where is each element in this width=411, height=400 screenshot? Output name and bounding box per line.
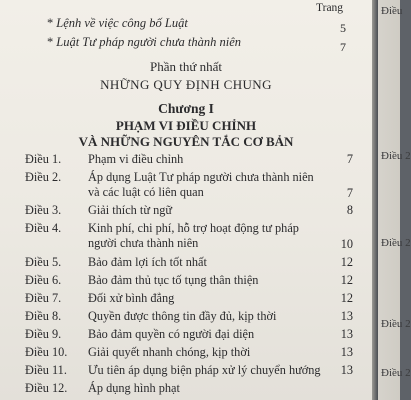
adjacent-page-edge xyxy=(378,0,411,400)
article-title: Kinh phí, chi phí, hỗ trợ hoạt động tư pháp người chưa thành niên xyxy=(88,221,299,250)
article-title: Bảo đảm lợi ích tốt nhất xyxy=(88,255,207,269)
article-page: 8 xyxy=(346,203,353,217)
article-page: 13 xyxy=(340,363,353,377)
adjacent-page-text: Điều 2 xyxy=(381,367,411,379)
article-label: Điều 7. xyxy=(25,291,62,305)
toc-row-article-9[interactable] xyxy=(0,327,372,345)
star-icon: * xyxy=(47,16,54,30)
article-label: Điều 2. xyxy=(25,170,62,184)
article-label: Điều 5. xyxy=(25,255,62,269)
article-page: 12 xyxy=(340,291,353,305)
article-label: Điều 9. xyxy=(25,327,62,341)
toc-row-article-5[interactable] xyxy=(0,255,372,273)
toc-entry-text: Luật Tư pháp người chưa thành niên xyxy=(56,35,242,49)
article-page: 10 xyxy=(340,237,353,251)
toc-row-article-7[interactable] xyxy=(0,291,372,309)
article-page: 7 xyxy=(346,186,353,200)
chapter-heading: Chương I xyxy=(158,101,214,116)
article-page: 12 xyxy=(340,273,353,287)
toc-entry-law[interactable] xyxy=(47,35,241,50)
article-page: 12 xyxy=(340,255,353,269)
article-title: Phạm vi điều chỉnh xyxy=(88,152,184,166)
article-label: Điều 10. xyxy=(25,345,68,359)
toc-entry-text: Lệnh về việc công bố Luật xyxy=(56,16,188,30)
page-column-header: Trang xyxy=(316,2,344,14)
part-heading: Phần thứ nhất xyxy=(149,59,223,74)
article-title: Bảo đảm thủ tục tố tụng thân thiện xyxy=(88,273,259,287)
adjacent-page-text: Điều 2 xyxy=(381,150,411,162)
article-label: Điều 3. xyxy=(25,203,62,217)
star-icon: * xyxy=(47,35,54,49)
article-label: Điều 8. xyxy=(25,309,62,323)
adjacent-page-text: Điều 2 xyxy=(381,237,411,249)
chapter-title-line-2: VÀ NHỮNG NGUYÊN TẮC CƠ BẢN xyxy=(78,134,294,149)
toc-entry-page: 7 xyxy=(340,40,346,54)
toc-row-article-2[interactable] xyxy=(0,170,372,204)
chapter-title-line-1: PHẠM VI ĐIỀU CHỈNH xyxy=(115,118,257,133)
article-title: Áp dụng Luật Tư pháp người chưa thành niên và các luật có liên quan xyxy=(88,170,314,199)
toc-row-article-11[interactable] xyxy=(0,363,372,381)
article-title: Giải thích từ ngữ xyxy=(88,203,173,217)
toc-row-article-4[interactable] xyxy=(0,221,372,255)
article-title: Ưu tiên áp dụng biện pháp xử lý chuyển hướng xyxy=(88,363,321,377)
article-label: Điều 6. xyxy=(25,273,62,287)
adjacent-page-text: Điều 2 xyxy=(381,318,411,330)
toc-row-article-1[interactable] xyxy=(0,152,372,170)
article-label: Điều 1. xyxy=(25,152,62,166)
article-label: Điều 4. xyxy=(25,221,62,235)
article-page: 13 xyxy=(340,327,353,341)
article-title: Quyền được thông tin đầy đủ, kịp thời xyxy=(88,309,277,323)
adjacent-page-text: Điều xyxy=(381,5,403,17)
article-title: Giải quyết nhanh chóng, kịp thời xyxy=(88,345,251,359)
article-page: 7 xyxy=(346,152,353,166)
article-label: Điều 12. xyxy=(25,381,68,395)
article-page: 13 xyxy=(340,309,353,323)
toc-entry-page: 5 xyxy=(340,21,346,35)
toc-row-article-8[interactable] xyxy=(0,309,372,327)
article-title: Bảo đảm quyền có người đại diện xyxy=(88,327,255,341)
article-page: 13 xyxy=(340,345,353,359)
article-title: Áp dụng hình phạt xyxy=(88,381,180,395)
toc-row-article-6[interactable] xyxy=(0,273,372,291)
toc-row-article-3[interactable] xyxy=(0,203,372,221)
toc-entry-decree[interactable] xyxy=(47,16,188,31)
article-label: Điều 11. xyxy=(25,363,67,377)
toc-row-article-10[interactable] xyxy=(0,345,372,363)
article-title: Đối xử bình đẳng xyxy=(88,291,175,305)
part-title: NHỮNG QUY ĐỊNH CHUNG xyxy=(100,77,272,92)
toc-row-article-12[interactable] xyxy=(0,381,372,399)
